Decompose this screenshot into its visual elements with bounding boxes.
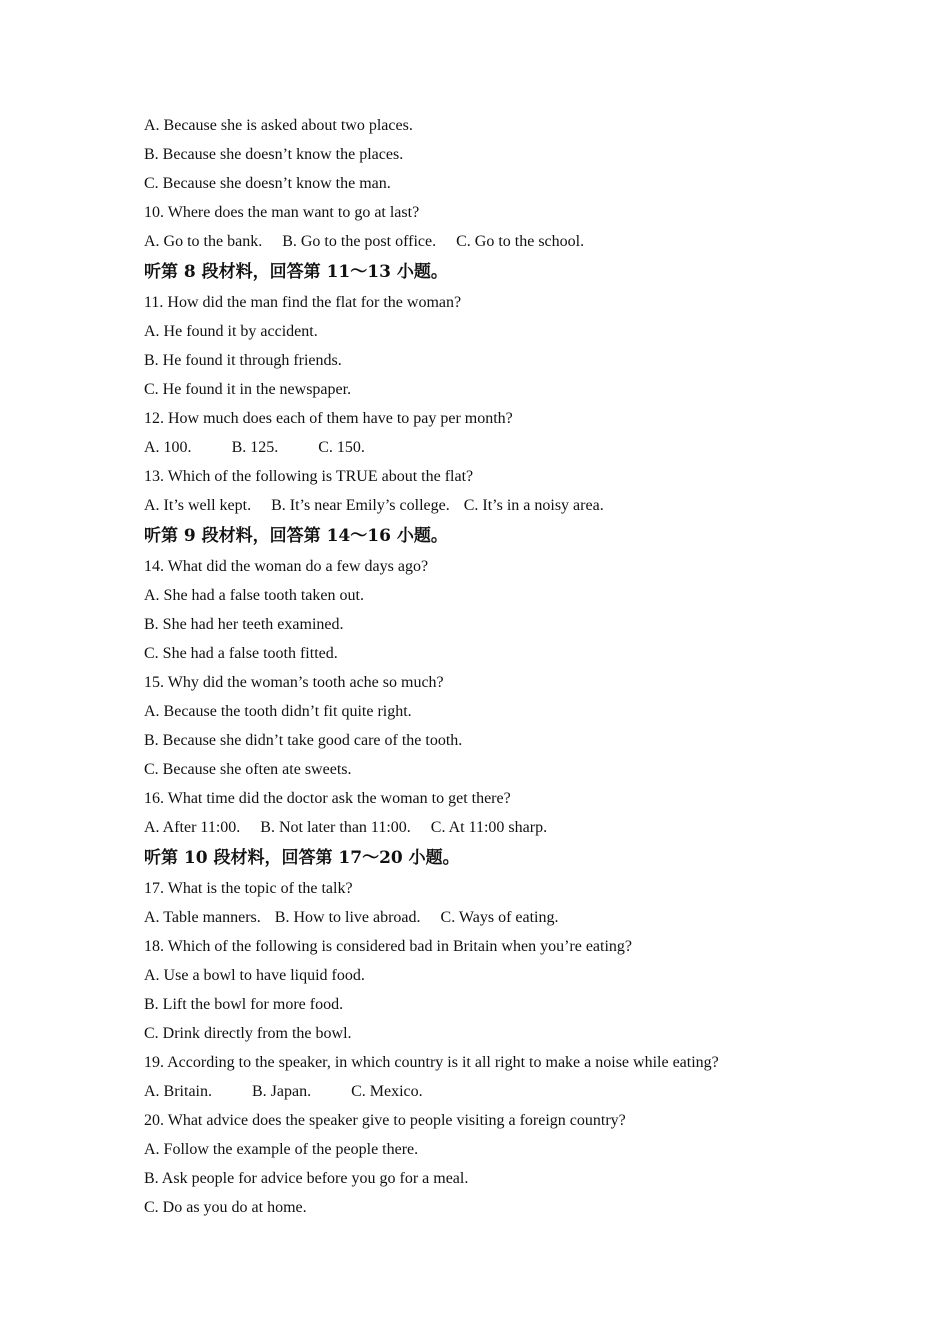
option-line: B. She had her teeth examined.	[144, 616, 344, 633]
exam-page	[144, 111, 864, 1222]
options-row	[144, 227, 864, 256]
option-line: C. Because she often ate sweets.	[144, 761, 352, 778]
question-line: 10. Where does the man want to go at last?	[144, 204, 420, 221]
option-line: B. Ask people for advice before you go for a meal.	[144, 1170, 469, 1187]
option-line: B. Because she didn’t take good care of the tooth.	[144, 732, 463, 749]
option-c: C. Mexico.	[351, 1083, 423, 1100]
question-line: 11. How did the man find the flat for the woman?	[144, 294, 462, 311]
option-c: C. Ways of eating.	[440, 909, 559, 926]
options-row	[144, 433, 864, 462]
section-heading: 听第 8 段材料，回答第 11～13 小题。	[144, 262, 448, 282]
option-line: A. Use a bowl to have liquid food.	[144, 967, 365, 984]
option-a: A. Go to the bank.	[144, 233, 263, 250]
option-a: A. Table manners.	[144, 909, 261, 926]
option-b: B. It’s near Emily’s college.	[271, 497, 450, 514]
options-row	[144, 1077, 864, 1106]
option-c: C. Go to the school.	[456, 233, 585, 250]
option-c: C. 150.	[318, 439, 365, 456]
question-line: 19. According to the speaker, in which country is it all right to make a noise while eating?	[144, 1054, 719, 1071]
option-line: B. Because she doesn’t know the places.	[144, 146, 404, 163]
option-a: A. Britain.	[144, 1083, 212, 1100]
question-line: 12. How much does each of them have to pay per month?	[144, 410, 513, 427]
question-line: 17. What is the topic of the talk?	[144, 880, 353, 897]
option-c: C. It’s in a noisy area.	[463, 497, 604, 514]
option-a: A. 100.	[144, 439, 192, 456]
option-a: A. It’s well kept.	[144, 497, 252, 514]
option-line: B. He found it through friends.	[144, 352, 342, 369]
option-b: B. How to live abroad.	[274, 909, 421, 926]
section-heading: 听第 10 段材料，回答第 17～20 小题。	[144, 848, 460, 868]
option-line: A. She had a false tooth taken out.	[144, 587, 364, 604]
option-c: C. At 11:00 sharp.	[430, 819, 548, 836]
question-line: 14. What did the woman do a few days ago?	[144, 558, 429, 575]
option-line: C. Do as you do at home.	[144, 1199, 307, 1216]
question-line: 16. What time did the doctor ask the woman to get there?	[144, 790, 511, 807]
option-line: A. Because she is asked about two places.	[144, 117, 413, 134]
question-line: 13. Which of the following is TRUE about the flat?	[144, 468, 474, 485]
option-b: B. 125.	[231, 439, 279, 456]
question-line: 20. What advice does the speaker give to people visiting a foreign country?	[144, 1112, 626, 1129]
option-line: C. He found it in the newspaper.	[144, 381, 352, 398]
option-b: B. Go to the post office.	[282, 233, 437, 250]
option-line: C. She had a false tooth fitted.	[144, 645, 338, 662]
option-line: B. Lift the bowl for more food.	[144, 996, 344, 1013]
option-line: C. Drink directly from the bowl.	[144, 1025, 352, 1042]
option-line: A. He found it by accident.	[144, 323, 318, 340]
section-heading: 听第 9 段材料，回答第 14～16 小题。	[144, 526, 448, 546]
option-b: B. Not later than 11:00.	[260, 819, 411, 836]
option-line: A. Follow the example of the people there.	[144, 1141, 419, 1158]
option-a: A. After 11:00.	[144, 819, 241, 836]
options-row	[144, 491, 864, 520]
question-line: 15. Why did the woman’s tooth ache so much?	[144, 674, 444, 691]
options-row	[144, 903, 864, 932]
option-b: B. Japan.	[252, 1083, 312, 1100]
question-line: 18. Which of the following is considered bad in Britain when you’re eating?	[144, 938, 633, 955]
options-row	[144, 813, 864, 842]
option-line: A. Because the tooth didn’t fit quite right.	[144, 703, 412, 720]
option-line: C. Because she doesn’t know the man.	[144, 175, 391, 192]
